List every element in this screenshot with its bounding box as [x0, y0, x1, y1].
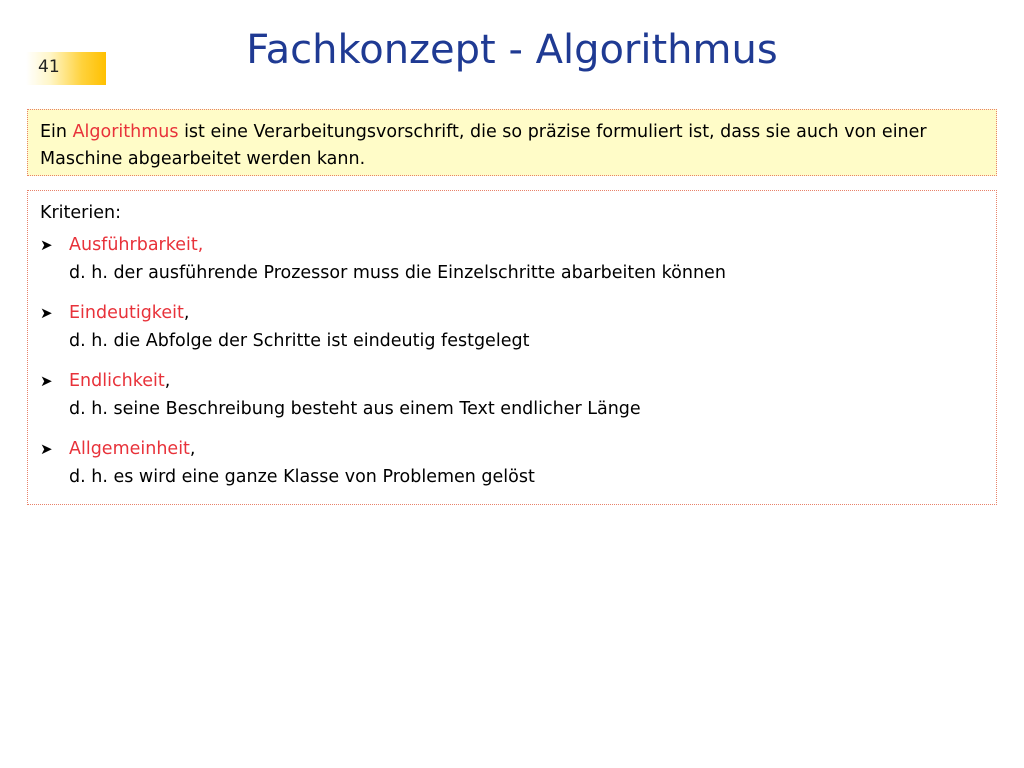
definition-term: Algorithmus	[72, 122, 179, 142]
criteria-heading: Kriterien:	[40, 203, 121, 223]
slide-number: 41	[38, 57, 60, 77]
criteria-box	[27, 190, 997, 505]
arrow-bullet-icon: ➤	[40, 236, 53, 254]
criterion-item	[40, 367, 984, 423]
definition-text: ist eine Verarbeitungsvorschrift, die so präzise formuliert ist, dass sie auch von einer Maschine abgearbeitet werden kann.	[40, 122, 927, 169]
criterion-description: d. h. es wird eine ganze Klasse von Problemen gelöst	[69, 467, 535, 487]
definition-box	[27, 109, 997, 176]
criterion-description: d. h. seine Beschreibung besteht aus einem Text endlicher Länge	[69, 399, 641, 419]
criterion-punct: ,	[164, 371, 171, 391]
criterion-punct: ,	[189, 439, 196, 459]
criterion-description: d. h. der ausführende Prozessor muss die Einzelschritte abarbeiten können	[69, 263, 726, 283]
criterion-description: d. h. die Abfolge der Schritte ist eindeutig festgelegt	[69, 331, 530, 351]
criterion-item	[40, 435, 984, 491]
arrow-bullet-icon: ➤	[40, 440, 53, 458]
arrow-bullet-icon: ➤	[40, 372, 53, 390]
arrow-bullet-icon: ➤	[40, 304, 53, 322]
criterion-term: Ausführbarkeit,	[69, 235, 204, 255]
slide-title: Fachkonzept - Algorithmus	[246, 27, 778, 73]
criterion-term: Endlichkeit	[69, 371, 165, 391]
criterion-term: Eindeutigkeit	[69, 303, 184, 323]
criterion-item	[40, 231, 984, 287]
criterion-term: Allgemeinheit	[69, 439, 190, 459]
criterion-item	[40, 299, 984, 355]
criterion-punct: ,	[183, 303, 190, 323]
definition-prefix: Ein	[40, 122, 73, 142]
